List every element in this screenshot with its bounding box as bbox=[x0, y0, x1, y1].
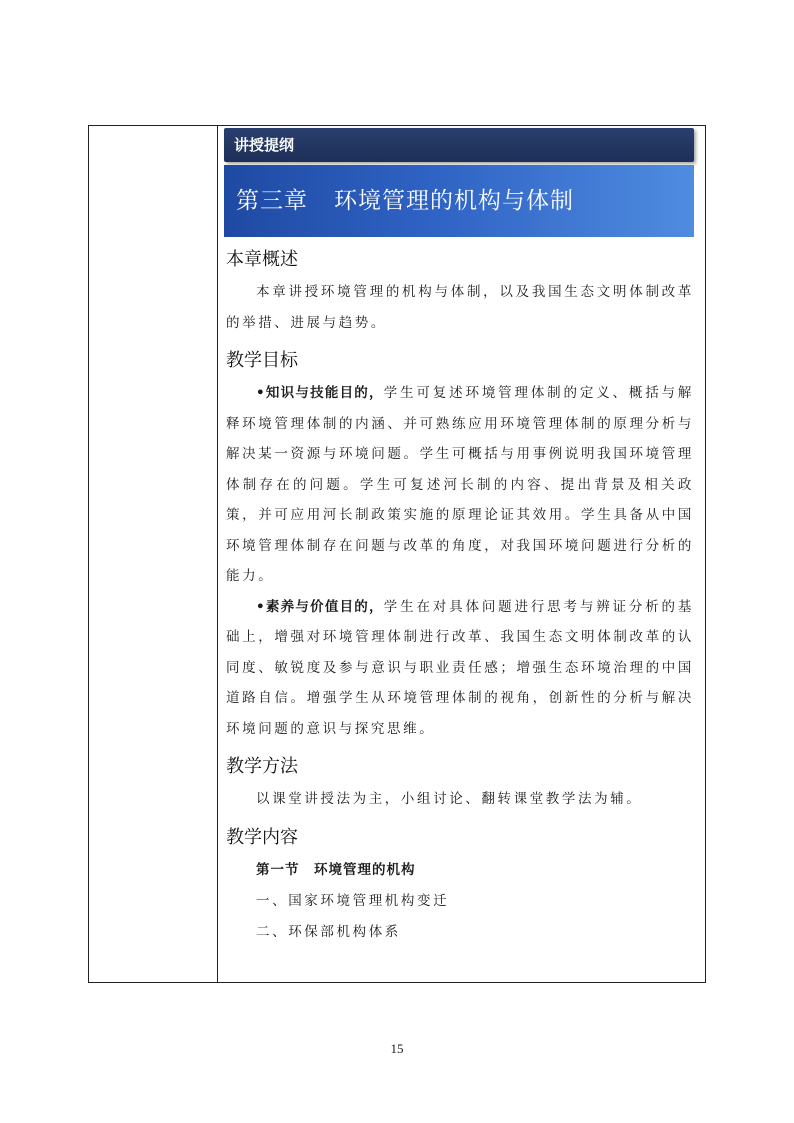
chapter-number: 第三章 bbox=[236, 188, 308, 214]
chapter-title-banner bbox=[224, 165, 694, 237]
objective-label: •知识与技能目的， bbox=[256, 385, 384, 401]
contents-heading: 教学内容 bbox=[226, 826, 298, 848]
overview-text: 本章讲授环境管理的机构与体制，以及我国生态文明体制改革的举措、进展与趋势。 bbox=[226, 284, 694, 331]
objective-item bbox=[224, 378, 694, 592]
objective-text: 学生在对具体问题进行思考与辨证分析的基础上，增强对环境管理体制进行改革、我国生态文明体制改革的认同度、敏锐度及参与意识与职业责任感；增强生态环境治理的中国道路自信。增强学生从环境管理体制的视角，创新性的分析与解决环境问题的意识与探究思维。 bbox=[226, 598, 694, 737]
overview-heading: 本章概述 bbox=[226, 249, 298, 270]
objective-label: •素养与价值目的， bbox=[256, 598, 384, 615]
objective-item bbox=[224, 592, 694, 745]
lesson-outline-content bbox=[224, 128, 694, 948]
contents-item: 一、国家环境管理机构变迁 bbox=[256, 892, 450, 909]
contents-item: 二、环保部机构体系 bbox=[256, 923, 401, 940]
objectives-heading: 教学目标 bbox=[226, 350, 298, 371]
page-number: 15 bbox=[390, 1041, 404, 1056]
contents-section-title: 第一节 环境管理的机构 bbox=[256, 861, 416, 878]
outline-header-bar: 讲授提纲 bbox=[224, 128, 694, 162]
methods-heading: 教学方法 bbox=[226, 756, 298, 777]
table-column-divider bbox=[217, 126, 218, 982]
chapter-title: 环境管理的机构与体制 bbox=[334, 188, 574, 214]
methods-text: 以课堂讲授法为主，小组讨论、翻转课堂教学法为辅。 bbox=[256, 791, 643, 807]
table-left-cell bbox=[89, 126, 217, 982]
objective-text: 学生可复述环境管理体制的定义、概括与解释环境管理体制的内涵、并可熟练应用环境管理体制的原理分析与解决某一资源与环境问题。学生可概括与用事例说明我国环境管理体制存在的问题。学生可复述河长制的内容、提出背景及相关政策，并可应用河长制政策实施的原理论证其效用。学生具备从中国环境管理体制存在问题与改革的角度，对我国环境问题进行分析的能力。 bbox=[226, 385, 694, 584]
